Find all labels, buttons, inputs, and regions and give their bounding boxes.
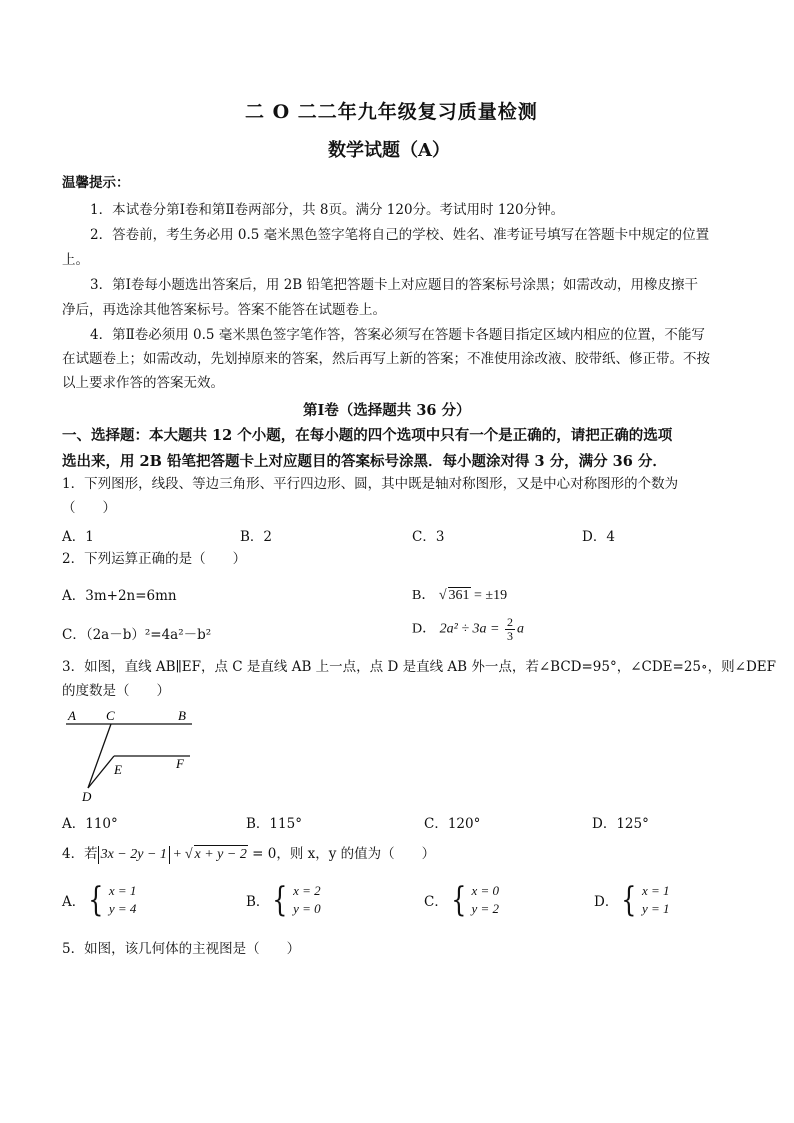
question-2-option-a: A．3m+2n=6mn (62, 588, 177, 604)
question-4-option-c (424, 882, 499, 918)
question-4-option-d (594, 882, 670, 918)
sqrt-symbol: √ (184, 847, 193, 862)
question-4-option-b (246, 882, 321, 918)
notice-item-1: 1．本试卷分第Ⅰ卷和第Ⅱ卷两部分，共 8页。满分 120分。考试用时 120分钟。 (90, 202, 565, 218)
page-subtitle: 数学试题（A） (328, 140, 450, 161)
system-line-2: y = 4 (108, 901, 137, 916)
question-2-option-d (412, 616, 524, 643)
section-title: 第Ⅰ卷（选择题共 36 分） (303, 402, 471, 419)
question-3-option-b: B．115° (246, 816, 302, 832)
option-label: D． (412, 621, 437, 637)
segment-de (88, 756, 114, 788)
brace-icon: { (451, 880, 467, 920)
question-3-option-a: A．110° (62, 816, 118, 832)
question-1-option-c: C．3 (412, 529, 445, 545)
absolute-value-expression: 3x − 2y − 1 (98, 846, 170, 864)
label-a: A (68, 708, 76, 723)
system-line-1: x = 1 (641, 883, 670, 898)
notice-item-4-line-1: 4．第Ⅱ卷必须用 0.5 毫米黑色签字笔作答，答案必须写在答题卡各题目指定区域内相应的位置，不能写 (90, 327, 705, 343)
system-line-1: x = 2 (293, 883, 321, 898)
notice-item-4-line-3: 以上要求作答的答案无效。 (62, 375, 224, 391)
question-1-option-a: A．1 (62, 529, 94, 545)
question-2-option-c: C．（2a－b）²=4a²－b² (62, 627, 212, 643)
option-label: A． (62, 894, 86, 910)
system-line-1: x = 0 (471, 883, 500, 898)
option-label: C． (424, 894, 448, 910)
section-instructions-line-2: 选出来，用 2B 铅笔把答题卡上对应题目的答案标号涂黑．每小题涂对得 3 分，满分 36 分． (62, 453, 667, 470)
system-line-1: x = 1 (108, 883, 137, 898)
option-label: B． (246, 894, 270, 910)
question-1-option-d: D．4 (582, 529, 615, 545)
notice-item-2-line-1: 2．答卷前，考生务必用 0.5 毫米黑色签字笔将自己的学校、姓名、准考证号填写在答题卡中规定的位置 (90, 227, 710, 243)
label-e: E (114, 762, 122, 777)
label-c: C (106, 708, 115, 723)
question-1-bracket: （ ） (62, 500, 116, 516)
notice-heading: 温馨提示： (62, 175, 130, 191)
system-line-2: y = 0 (293, 901, 321, 916)
sqrt-radicand: 361 (448, 588, 470, 603)
question-3-figure (62, 704, 202, 804)
equation-lhs: 2a² ÷ 3a = (439, 621, 500, 637)
system-line-2: y = 1 (641, 901, 670, 916)
question-3-stem: 3．如图，直线 AB∥EF，点 C 是直线 AB 上一点，点 D 是直线 AB 外一点，若∠BCD=95°，∠CDE=25∘，则∠DEF (62, 659, 776, 675)
question-1-stem: 1．下列图形，线段、等边三角形、平行四边形、圆，其中既是轴对称图形，又是中心对称图形的个数为 (62, 476, 679, 492)
notice-item-4-line-2: 在试题卷上；如需改动，先划掉原来的答案，然后再写上新的答案；不准使用涂改液、胶带纸、修正带。不按 (62, 351, 710, 367)
sqrt-symbol: √ (438, 588, 447, 603)
brace-icon: { (621, 880, 637, 920)
stem-prefix: 4．若 (62, 846, 98, 862)
question-4-stem (62, 845, 435, 864)
question-3-option-c: C．120° (424, 816, 481, 832)
label-d: D (82, 789, 92, 804)
question-1-option-b: B．2 (240, 529, 273, 545)
option-label: D． (594, 894, 619, 910)
brace-icon: { (88, 880, 104, 920)
sqrt-expression: x + y − 2 (194, 847, 247, 862)
fraction-numerator: 2 (506, 615, 513, 629)
stem-suffix: = 0，则 x，y 的值为（ ） (247, 846, 436, 862)
question-4-option-a (62, 882, 136, 918)
fraction (505, 616, 515, 643)
question-3-stem-line-2: 的度数是（ ） (62, 683, 170, 699)
equation-rhs: = ±19 (470, 588, 508, 603)
brace-icon: { (272, 880, 288, 920)
question-3-option-d: D．125° (592, 816, 649, 832)
question-2-stem: 2．下列运算正确的是（ ） (62, 551, 247, 567)
label-f: F (176, 756, 184, 771)
notice-item-3-line-1: 3．第Ⅰ卷每小题选出答案后，用 2B 铅笔把答题卡上对应题目的答案标号涂黑；如需改动，用橡皮擦干 (90, 277, 699, 293)
equation-rhs: a (516, 621, 524, 637)
section-instructions-line-1: 一、选择题：本大题共 12 个小题，在每小题的四个选项中只有一个是正确的，请把正确的选项 (62, 427, 673, 444)
fraction-denominator: 3 (506, 629, 513, 643)
question-5-stem: 5．如图，该几何体的主视图是（ ） (62, 941, 301, 957)
notice-item-3-line-2: 净后，再选涂其他答案标号。答案不能答在试题卷上。 (62, 302, 386, 318)
system-line-2: y = 2 (471, 901, 500, 916)
segment-cd (88, 724, 111, 788)
option-label: B． (412, 588, 436, 603)
question-2-option-b (412, 584, 507, 604)
notice-item-2-line-2: 上。 (62, 252, 89, 268)
page-title: 二 O 二二年九年级复习质量检测 (245, 101, 538, 123)
label-b: B (178, 708, 186, 723)
plus-sign: + (169, 847, 185, 862)
